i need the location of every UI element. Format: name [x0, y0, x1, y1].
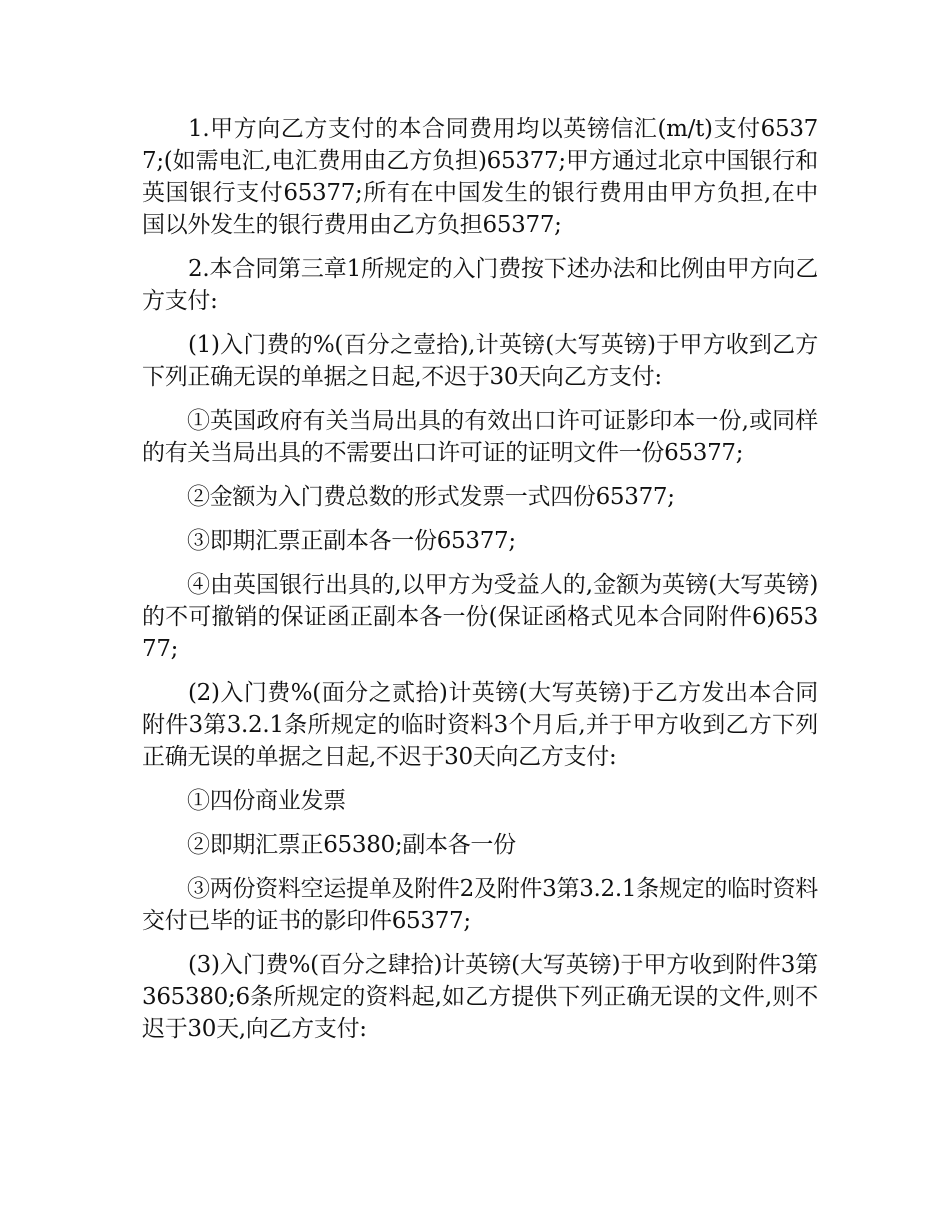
paragraph-installment-1: (1)入门费的%(百分之壹拾),计英镑(大写英镑)于甲方收到乙方下列正确无误的单据之日起,不迟于30天向乙方支付: [142, 332, 818, 390]
paragraph-item-2-3: ③两份资料空运提单及附件2及附件3第3.2.1条规定的临时资料交付已毕的证书的影印件65377; [142, 876, 818, 934]
paragraph-payment-method: 1.甲方向乙方支付的本合同费用均以英镑信汇(m/t)支付65377;(如需电汇,电汇费用由乙方负担)65377;甲方通过北京中国银行和英国银行支付65377;所有在中国发生的银行费用由甲方负担,在中国以外发生的银行费用由乙方负担65377; [142, 116, 818, 238]
paragraph-item-1-1: ①英国政府有关当局出具的有效出口许可证影印本一份,或同样的有关当局出具的不需要出口许可证的证明文件一份65377; [142, 408, 818, 466]
paragraph-entry-fee-intro: 2.本合同第三章1所规定的入门费按下述办法和比例由甲方向乙方支付: [142, 256, 818, 314]
paragraph-item-2-1: ①四份商业发票 [187, 788, 346, 814]
paragraph-item-1-3: ③即期汇票正副本各一份65377; [187, 528, 516, 554]
paragraph-installment-3: (3)入门费%(百分之肆拾)计英镑(大写英镑)于甲方收到附件3第365380;6条所规定的资料起,如乙方提供下列正确无误的文件,则不迟于30天,向乙方支付: [142, 952, 818, 1042]
paragraph-item-2-2: ②即期汇票正65380;副本各一份 [187, 832, 516, 858]
paragraph-item-1-2: ②金额为入门费总数的形式发票一式四份65377; [187, 484, 675, 510]
paragraph-installment-2: (2)入门费%(面分之贰拾)计英镑(大写英镑)于乙方发出本合同附件3第3.2.1条所规定的临时资料3个月后,并于甲方收到乙方下列正确无误的单据之日起,不迟于30天向乙方支付: [142, 680, 818, 770]
document-body [142, 113, 818, 1057]
paragraph-item-1-4: ④由英国银行出具的,以甲方为受益人的,金额为英镑(大写英镑)的不可撤销的保证函正副本各一份(保证函格式见本合同附件6)65377; [142, 572, 818, 662]
